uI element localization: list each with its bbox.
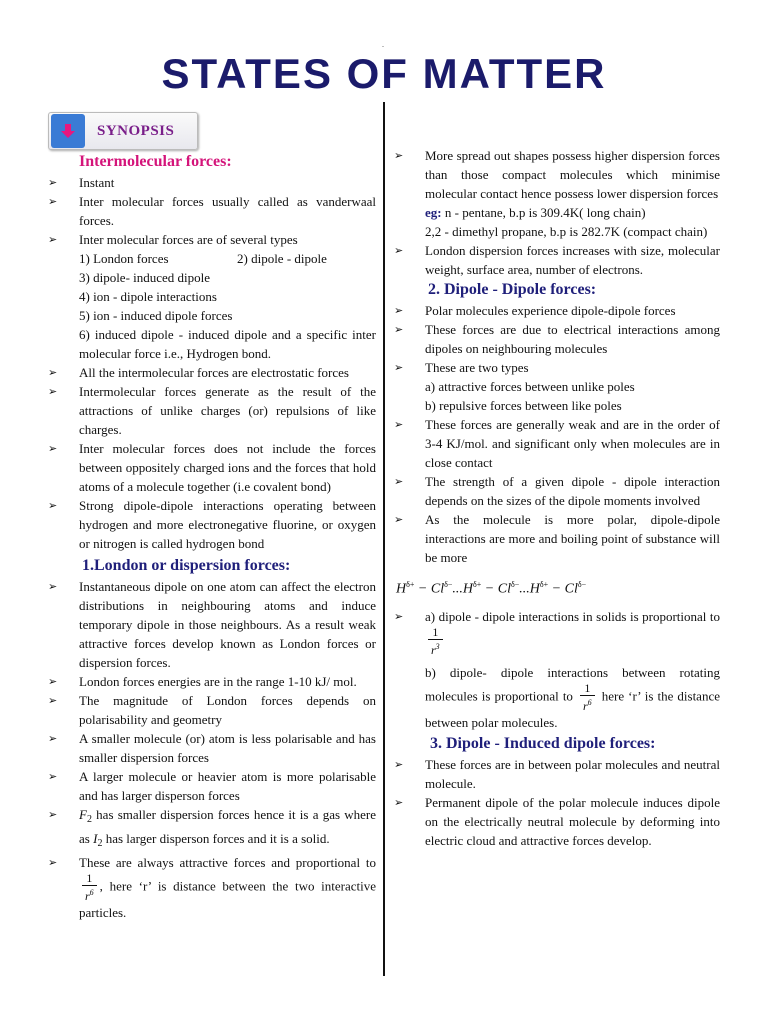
spread-shapes-text: ➢ More spread out shapes possess higher dispersion forces than those compact molecules which minimise molecular contact hence possess lower dispersion forces: [425, 148, 720, 201]
type-3: 3) dipole- induced dipole: [79, 270, 211, 285]
type-a: a) attractive forces between unlike poles: [425, 379, 635, 394]
left-column: [48, 112, 376, 922]
list-item: [394, 607, 720, 732]
list-item: [394, 358, 720, 415]
list-item: ➢ Strong dipole-dipole interactions operating between hydrogen and more electronegative fluorine, or oxygen or nitrogen is called hydrogen bond: [48, 496, 376, 553]
type-1: 1) London forces: [79, 251, 169, 266]
two-types-intro: ➢ These are two types: [425, 360, 529, 375]
synopsis-label: SYNOPSIS: [97, 122, 175, 139]
list-item: [48, 805, 376, 853]
fraction-numerator: 1: [86, 871, 93, 885]
types-row: [79, 249, 376, 268]
fraction-denominator: $r^3$: [428, 639, 443, 657]
list-item: ➢ These forces are in between polar molecules and neutral molecule.: [394, 755, 720, 793]
fraction-1-r6: [580, 682, 595, 713]
i2-text: has larger disperson forces and it is a solid.: [102, 831, 330, 846]
fraction-1-r6: [82, 872, 97, 903]
list-item: ➢ Inter molecular forces usually called as vanderwaal forces.: [48, 192, 376, 230]
dipole-proportional-list: [394, 607, 720, 732]
i2-symbol: I: [93, 831, 98, 846]
example-line-2: 2,2 - dimethyl propane, b.p is 282.7K (compact chain): [425, 224, 708, 239]
list-item: ➢ Instant: [48, 173, 376, 192]
type-4: 4) ion - dipole interactions: [79, 289, 217, 304]
list-item: ➢ As the molecule is more polar, dipole-dipole interactions are more and boiling point of substance will be more: [394, 510, 720, 567]
proportional-text: These are always attractive forces and proportional to: [79, 855, 376, 870]
list-item: [48, 853, 376, 922]
f2-subscript: 2: [86, 814, 92, 825]
list-item: ➢ Instantaneous dipole on one atom can affect the electron distributions in neighbouring atoms and induce temporary dipole in those neighbours. As a result weak attractive forces develop known as London forces or dispersion forces.: [48, 577, 376, 672]
list-item: ➢ A smaller molecule (or) atom is less polarisable and has smaller dispersion forces: [48, 729, 376, 767]
rotating-text: b) dipole- dipole interactions between rotating molecules is proportional to $\frac{1}{r^6}$ here ‘r’ is the distance between polar molecules.: [425, 664, 720, 730]
type-2: 2) dipole - dipole: [237, 251, 327, 266]
page-title: STATES OF MATTER: [161, 50, 607, 97]
f2-symbol: F: [79, 807, 87, 822]
right-column: [394, 146, 720, 850]
type-6: 6) induced dipole - induced dipole and a specific inter molecular force i.e., Hydrogen bond.: [79, 327, 376, 361]
list-item: ➢ The strength of a given dipole - dipole interaction depends on the sizes of the dipole moments involved: [394, 472, 720, 510]
fraction-denominator: $r^6$: [82, 885, 97, 903]
synopsis-badge: [48, 112, 198, 150]
list-item: ➢ These forces are due to electrical interactions among dipoles on neighbouring molecules: [394, 320, 720, 358]
dipole-heading: 2. Dipole - Dipole forces:: [428, 281, 597, 298]
type-b: b) repulsive forces between like poles: [425, 398, 622, 413]
i2-subscript: 2: [97, 838, 103, 849]
list-item: ➢ Intermolecular forces generate as the result of the attractions of unlike charges (or) repulsions of like charges.: [48, 382, 376, 439]
intermolecular-list: [48, 173, 376, 553]
example-line-1: eg: n - pentane, b.p is 309.4K( long chain): [425, 205, 646, 220]
induced-list: [394, 755, 720, 850]
down-arrow-icon: [51, 114, 85, 148]
types-intro: ➢ Inter molecular forces are of several types: [79, 232, 298, 247]
intermolecular-heading: Intermolecular forces:: [79, 153, 232, 170]
induced-heading: 3. Dipole - Induced dipole forces:: [430, 734, 656, 752]
page-dot: .: [382, 40, 384, 49]
dipole-list: [394, 301, 720, 567]
london-heading: 1.London or dispersion forces:: [82, 557, 291, 574]
dispersion-cont-list: [394, 146, 720, 279]
list-item: ➢ London dispersion forces increases with size, molecular weight, surface area, number of electrons.: [394, 241, 720, 279]
distance-text: , here ‘r’ is distance between the two interactive particles.: [79, 878, 376, 920]
list-item: ➢ A larger molecule or heavier atom is more polarisable and has larger disperson forces: [48, 767, 376, 805]
list-item: ➢ Permanent dipole of the polar molecule induces dipole on the electrically neutral molecule by deforming into electric cloud and attractive forces develop.: [394, 793, 720, 850]
dipole-chain-formula: $H^{\delta+} - Cl^{\delta-}...H^{\delta+} - Cl^{\delta-}...H^{\delta+} - Cl^{\delta-}$: [396, 580, 587, 597]
fraction-1-r3: [428, 626, 443, 657]
list-item: [394, 146, 720, 241]
solids-text: a) dipole - dipole interactions in solids is proportional to: [425, 608, 720, 624]
fraction-denominator: $r^6$: [580, 695, 595, 713]
f2-text: has smaller dispersion forces hence it is a gas where as: [79, 807, 376, 846]
list-item: ➢ Polar molecules experience dipole-dipole forces: [394, 301, 720, 320]
london-list: [48, 577, 376, 922]
fraction-numerator: 1: [432, 624, 439, 639]
list-item: ➢ London forces energies are in the range 1-10 kJ/ mol.: [48, 672, 376, 691]
list-item: ➢ The magnitude of London forces depends on polarisability and geometry: [48, 691, 376, 729]
type-5: 5) ion - induced dipole forces: [79, 308, 233, 323]
list-item: ➢ Inter molecular forces does not include the forces between oppositely charged ions and the forces that hold atoms of a molecule together (i.e covalent bond): [48, 439, 376, 496]
list-item: [48, 230, 376, 363]
fraction-numerator: 1: [584, 680, 591, 695]
list-item: ➢ These forces are generally weak and are in the order of 3-4 KJ/mol. and significant only when molecules are in close contact: [394, 415, 720, 472]
list-item: ➢ All the intermolecular forces are electrostatic forces: [48, 363, 376, 382]
column-divider: [383, 102, 385, 976]
